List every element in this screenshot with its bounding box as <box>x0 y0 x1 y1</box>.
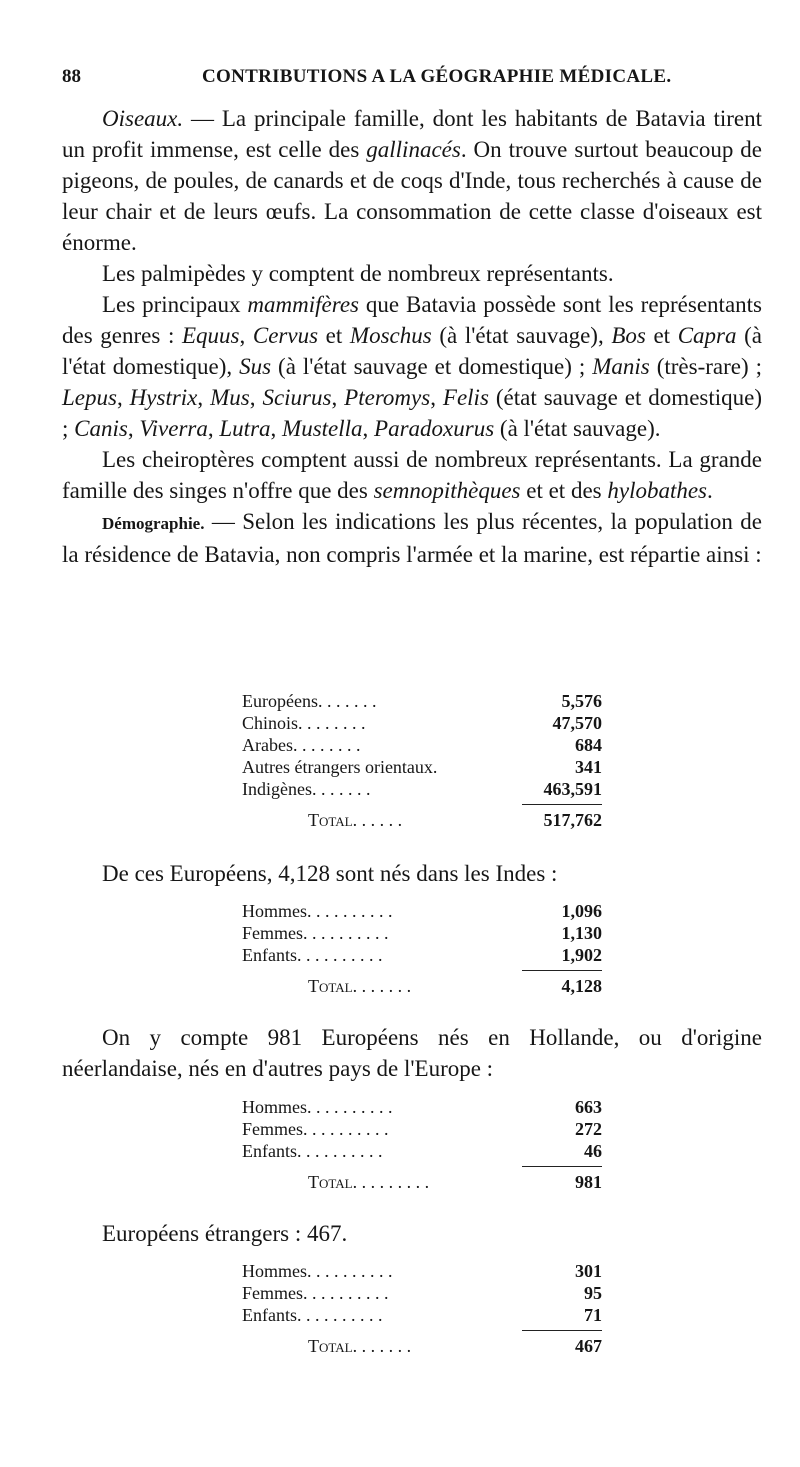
table-total-row: Total. . . . . . . . . 981 <box>308 1172 602 1192</box>
cheiropteres-paragraph: Les cheiroptères comptent aussi de nombreux représentants. La grande famille des singes n'offre que des semnopithèques et et des hylobathes. <box>62 447 762 503</box>
table-row: Autres étrangers orientaux. 341 <box>242 757 602 777</box>
running-title: CONTRIBUTIONS A LA GÉOGRAPHIE MÉDICALE. <box>202 66 672 87</box>
holland-table <box>242 1096 602 1193</box>
birds-heading: Oiseaux. <box>102 106 184 131</box>
table-row: Enfants. . . . . . . . . . 71 <box>242 1305 602 1325</box>
table-row: Chinois. . . . . . . . 47,570 <box>242 713 602 733</box>
birds-paragraph: Oiseaux. — La principale famille, dont les habitants de Batavia tirent un profit immense, est celle des gallinacés. On trouve surtout beaucoup de pigeons, de poules, de canards et de coqs d'Inde, tous recherchés à cause de leur chair et de leurs œufs. La consommation de cette classe d'oiseaux est énorme. <box>62 106 762 255</box>
main-text <box>62 103 762 570</box>
foreign-paragraph: Européens étrangers : 467. <box>102 1221 348 1246</box>
table-row: Hommes. . . . . . . . . . 663 <box>242 1097 602 1117</box>
table-total-row: Total. . . . . . 517,762 <box>308 810 602 830</box>
table-total-row: Total. . . . . . . 4,128 <box>308 976 602 996</box>
table-row: Enfants. . . . . . . . . . 46 <box>242 1141 602 1161</box>
demography-heading: Démographie. <box>102 514 205 533</box>
table-row: Arabes. . . . . . . . 684 <box>242 735 602 755</box>
europeans-paragraph: De ces Européens, 4,128 sont nés dans les Indes : <box>102 861 558 886</box>
total-rule <box>522 970 602 971</box>
table-total-row: Total. . . . . . . 467 <box>308 1336 602 1356</box>
table-row: Femmes. . . . . . . . . . 1,130 <box>242 923 602 943</box>
mammals-paragraph: Les principaux mammifères que Batavia possède sont les représentants des genres : Equus, Cervus et Moschus (à l'état sauvage), Bos et Capra (à l'état domestique), Sus (à l'état sauvage et domestique) ; Manis (très-rare) ; Lepus, Hystrix, Mus, Sciurus, Pteromys, Felis (état sauvage et domestique) ; Canis, Viverra, Lutra, Mustella, Paradoxurus (à l'état sauvage). <box>62 292 763 441</box>
gallinaces-term: gallinacés <box>366 137 461 162</box>
table-row: Femmes. . . . . . . . . . 95 <box>242 1283 602 1303</box>
table-row: Européens. . . . . . . 5,576 <box>242 691 602 711</box>
holland-paragraph: On y compte 981 Européens nés en Hollande, ou d'origine néerlandaise, nés en d'autres pays de l'Europe : <box>62 1025 762 1081</box>
total-rule <box>522 1166 602 1167</box>
total-rule <box>522 804 602 805</box>
palmipedes-paragraph: Les palmipèdes y comptent de nombreux représentants. <box>102 261 614 286</box>
table-row: Hommes. . . . . . . . . . 301 <box>242 1261 602 1281</box>
demography-paragraph: Démographie. — Selon les indications les plus récentes, la population de la résidence de Batavia, non compris l'armée et la marine, est répartie ainsi : <box>62 509 762 567</box>
total-rule <box>522 1330 602 1331</box>
page-header <box>62 66 762 96</box>
population-table <box>242 690 602 831</box>
table-row: Enfants. . . . . . . . . . 1,902 <box>242 945 602 965</box>
foreign-table <box>242 1260 602 1357</box>
table-row: Hommes. . . . . . . . . . 1,096 <box>242 901 602 921</box>
indies-table <box>242 900 602 997</box>
table-row: Femmes. . . . . . . . . . 272 <box>242 1119 602 1139</box>
table-row: Indigènes. . . . . . . 463,591 <box>242 779 602 799</box>
page-number: 88 <box>62 66 81 87</box>
